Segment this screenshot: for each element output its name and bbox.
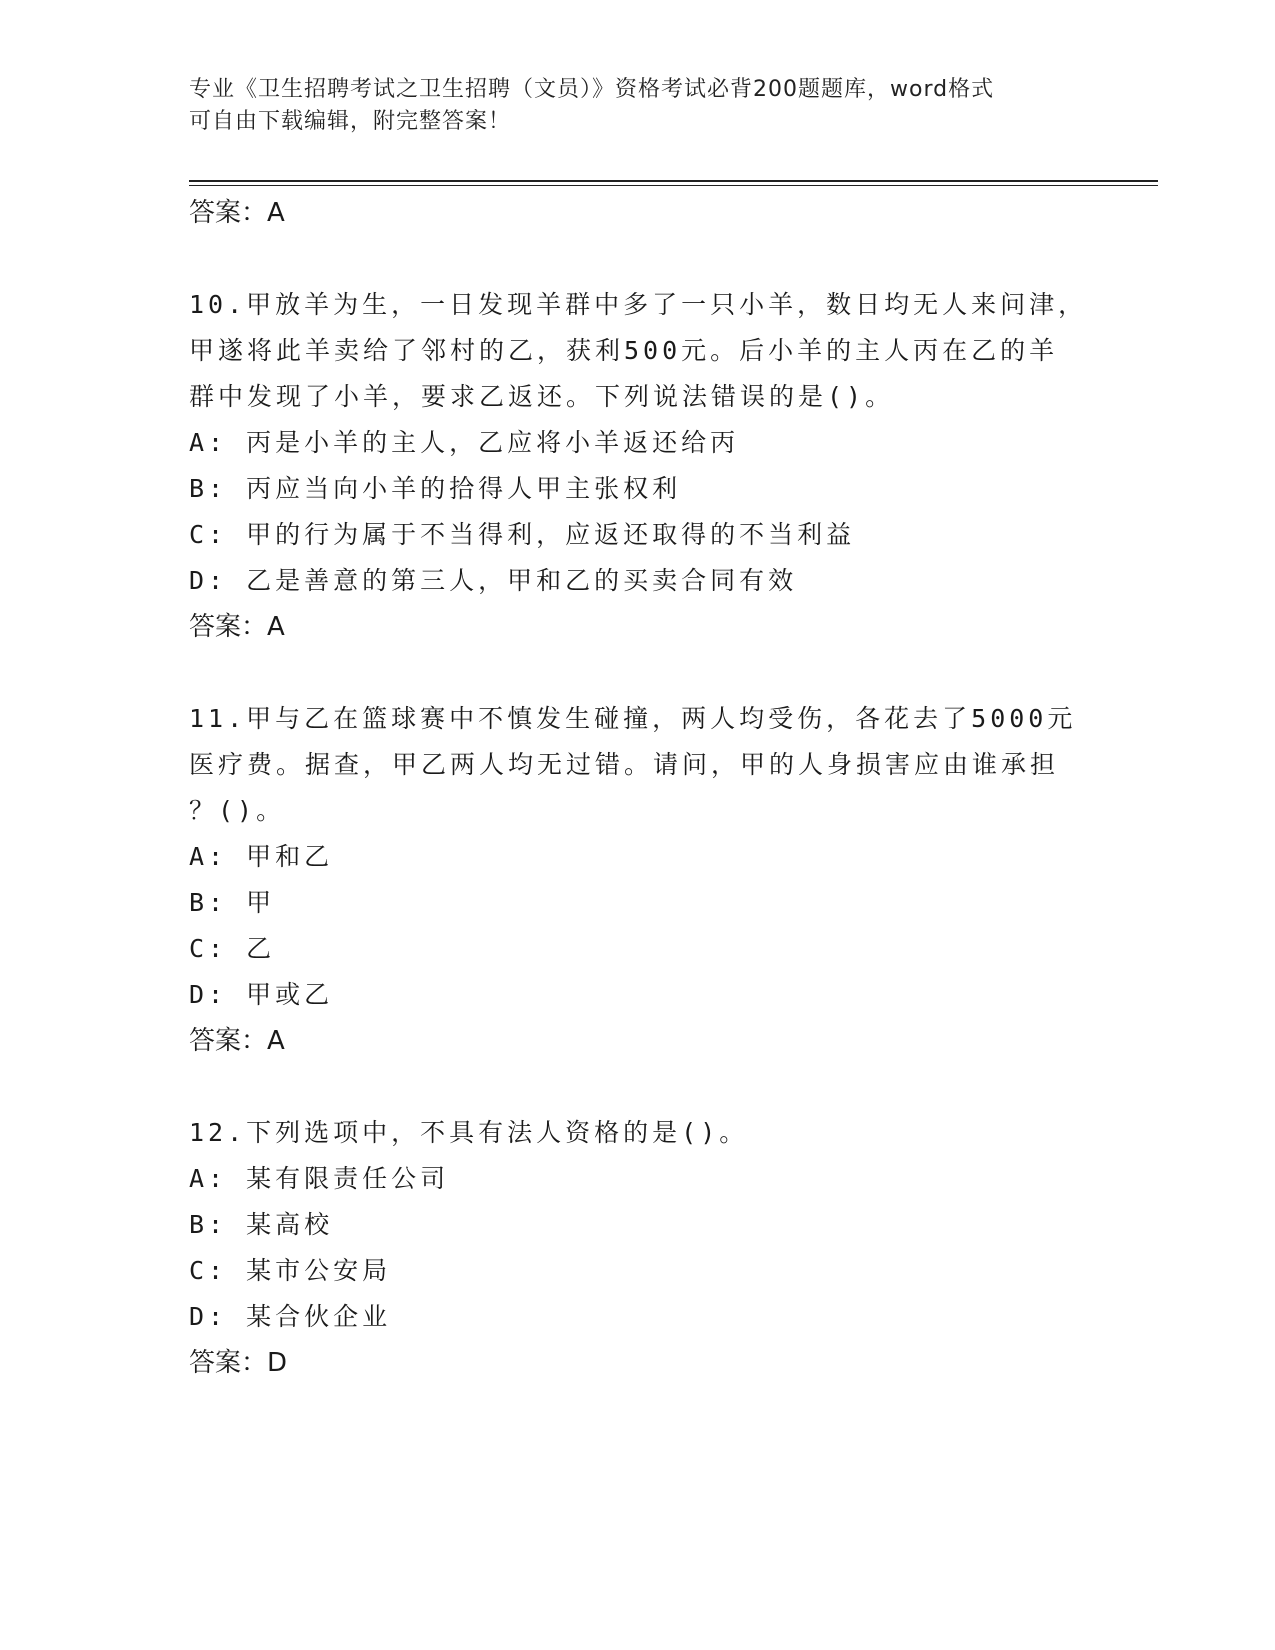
answer-line: 答案：A	[189, 1026, 285, 1056]
question-text-line: 医疗费。据查，甲乙两人均无过错。请问，甲的人身损害应由谁承担	[189, 750, 1060, 779]
header-line-2: 可自由下载编辑，附完整答案！	[189, 109, 512, 134]
option-a: A: 丙是小羊的主人，乙应将小羊返还给丙	[189, 428, 740, 457]
option-d: D: 乙是善意的第三人，甲和乙的买卖合同有效	[189, 566, 798, 595]
question-text-line: 甲遂将此羊卖给了邻村的乙，获利500元。后小羊的主人丙在乙的羊	[189, 336, 1059, 365]
option-b: B: 甲	[189, 888, 276, 917]
question-text-line: 群中发现了小羊，要求乙返还。下列说法错误的是()。	[189, 382, 895, 411]
spacer	[189, 1064, 1089, 1110]
option-b: B: 某高校	[189, 1210, 334, 1239]
option-c: C: 乙	[189, 934, 276, 963]
option-d: D: 某合伙企业	[189, 1302, 392, 1331]
question-text-line: 11.甲与乙在篮球赛中不慎发生碰撞，两人均受伤，各花去了5000元	[189, 704, 1077, 733]
header-divider-thin	[189, 185, 1158, 186]
option-a: A: 甲和乙	[189, 842, 334, 871]
option-d: D: 甲或乙	[189, 980, 334, 1009]
option-c: C: 甲的行为属于不当得利，应返还取得的不当利益	[189, 520, 856, 549]
question-block	[189, 696, 1089, 1064]
spacer	[189, 236, 1089, 282]
option-c: C: 某市公安局	[189, 1256, 392, 1285]
question-text-line: 12.下列选项中，不具有法人资格的是()。	[189, 1118, 749, 1147]
page-header	[189, 74, 1089, 138]
answer-line: 答案：A	[189, 612, 285, 642]
answer-line: 答案：A	[189, 198, 285, 228]
question-block	[189, 1110, 1089, 1386]
question-text-line: 10.甲放羊为生，一日发现羊群中多了一只小羊，数日均无人来问津，	[189, 290, 1088, 319]
spacer	[189, 650, 1089, 696]
answer-line: 答案：D	[189, 1348, 288, 1378]
option-b: B: 丙应当向小羊的拾得人甲主张权利	[189, 474, 682, 503]
option-a: A: 某有限责任公司	[189, 1164, 450, 1193]
question-block	[189, 282, 1089, 650]
header-line-1: 专业《卫生招聘考试之卫生招聘（文员）》资格考试必背200题题库，word格式	[189, 77, 995, 102]
header-divider-thick	[189, 180, 1158, 182]
question-text-line: ？()。	[189, 796, 286, 825]
question-content	[189, 190, 1089, 1386]
